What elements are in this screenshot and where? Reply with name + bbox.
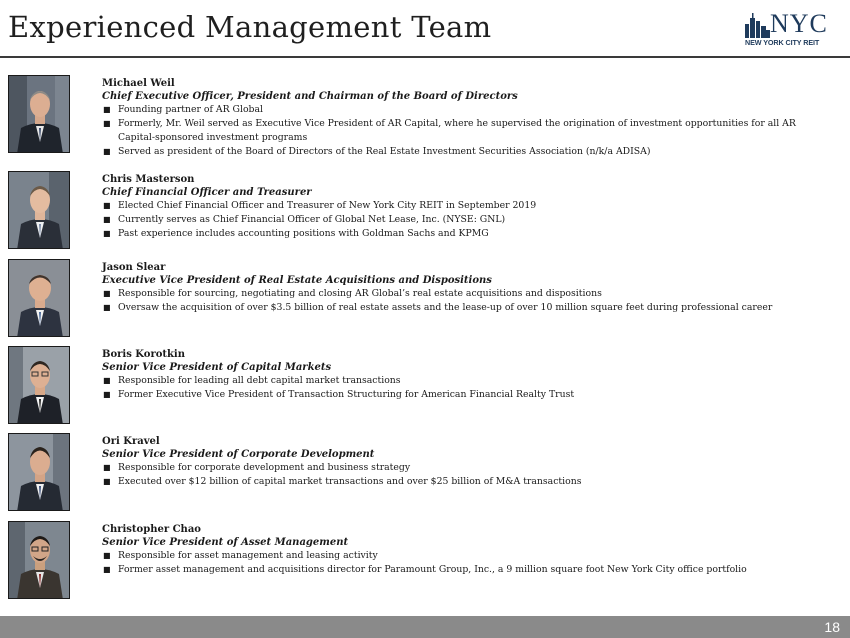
bullet-item: ■ Executed over $12 billion of capital market transactions and over $25 billion of M&A transactions xyxy=(103,476,582,487)
bullet-item: ■ Oversaw the acquisition of over $3.5 billion of real estate assets and the lease-up of over 10 million square feet during professional career xyxy=(103,302,773,313)
member-title: Senior Vice President of Corporate Development xyxy=(102,449,375,460)
member-bullets xyxy=(102,287,822,315)
bullet-item: ■ Founding partner of AR Global xyxy=(103,104,264,115)
member-title: Chief Executive Officer, President and Chairman of the Board of Directors xyxy=(102,91,518,102)
bullet-item: ■ Responsible for asset management and leasing activity xyxy=(103,550,378,561)
member-title: Executive Vice President of Real Estate Acquisitions and Dispositions xyxy=(102,275,492,286)
page-title: Experienced Management Team xyxy=(8,10,492,44)
member-name: Chris Masterson xyxy=(102,174,195,185)
member-bullets xyxy=(102,549,822,577)
member-bullets xyxy=(102,461,822,489)
company-logo xyxy=(745,9,837,52)
member-name: Christopher Chao xyxy=(102,524,201,535)
headshot-photo xyxy=(8,259,70,337)
bullet-item: ■ Responsible for leading all debt capital market transactions xyxy=(103,375,401,386)
member-name: Jason Slear xyxy=(102,262,166,273)
headshot-photo xyxy=(8,346,70,424)
headshot-photo xyxy=(8,521,70,599)
bullet-item: ■ Formerly, Mr. Weil served as Executive Vice President of AR Capital, where he supervised the origination of investment opportunities for all AR Capital-sponsored investment programs xyxy=(103,118,796,143)
title-divider xyxy=(0,56,850,58)
footer-bar xyxy=(0,616,850,638)
member-title: Senior Vice President of Asset Management xyxy=(102,537,349,548)
member-bullets xyxy=(102,199,822,241)
bullet-item: ■ Currently serves as Chief Financial Officer of Global Net Lease, Inc. (NYSE: GNL) xyxy=(103,214,506,225)
member-name: Ori Kravel xyxy=(102,436,160,447)
bullet-item: ■ Responsible for corporate development and business strategy xyxy=(103,462,411,473)
bullet-item: ■ Served as president of the Board of Directors of the Real Estate Investment Securities Association (n/k/a ADISA) xyxy=(103,146,651,157)
bullet-item: ■ Former asset management and acquisitions director for Paramount Group, Inc., a 9 million square foot New York City office portfolio xyxy=(103,564,747,575)
member-name: Michael Weil xyxy=(102,78,175,89)
member-title: Chief Financial Officer and Treasurer xyxy=(102,187,312,198)
page-number: 18 xyxy=(824,619,840,635)
headshot-photo xyxy=(8,171,70,249)
logo-subtext: NEW YORK CITY REIT xyxy=(745,38,820,47)
bullet-item: ■ Elected Chief Financial Officer and Treasurer of New York City REIT in September 2019 xyxy=(103,200,537,211)
headshot-photo xyxy=(8,75,70,153)
logo-text: NYC xyxy=(770,9,828,38)
headshot-photo xyxy=(8,433,70,511)
bullet-item: ■ Responsible for sourcing, negotiating and closing AR Global’s real estate acquisitions and dispositions xyxy=(103,288,602,299)
member-title: Senior Vice President of Capital Markets xyxy=(102,362,332,373)
member-bullets xyxy=(102,103,822,159)
member-name: Boris Korotkin xyxy=(102,349,185,360)
bullet-item: ■ Former Executive Vice President of Transaction Structuring for American Financial Realty Trust xyxy=(103,389,575,400)
bullet-item: ■ Past experience includes accounting positions with Goldman Sachs and KPMG xyxy=(103,228,489,239)
member-bullets xyxy=(102,374,822,402)
skyline-icon xyxy=(745,12,771,38)
